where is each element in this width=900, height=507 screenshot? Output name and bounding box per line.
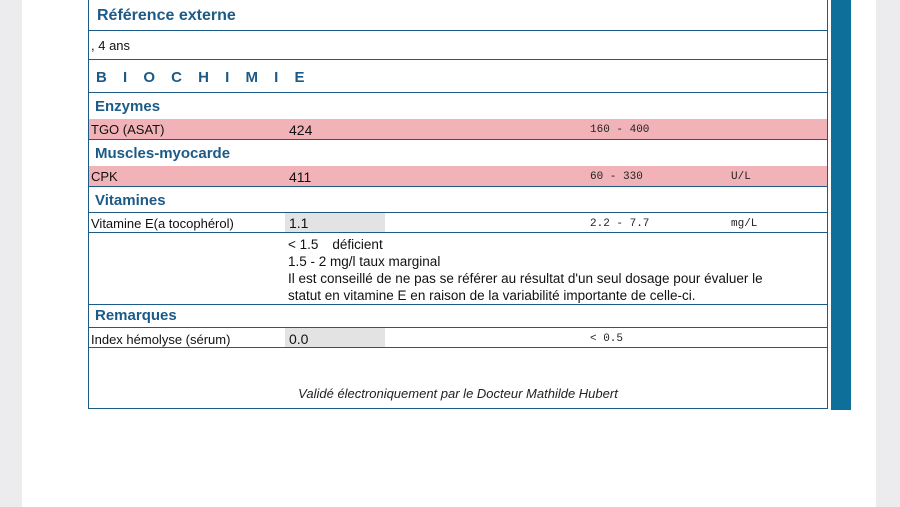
unit: U/L: [731, 171, 751, 183]
reference-range: 2.2 - 7.7: [590, 218, 650, 230]
test-value: 424: [289, 122, 313, 138]
external-reference-title: Référence externe: [97, 7, 236, 24]
divider: [89, 304, 827, 305]
table-row: [89, 119, 827, 139]
test-value: 411: [289, 169, 312, 185]
divider: [89, 139, 827, 140]
interpretation-note: [288, 236, 763, 304]
biochimie-title: B I O C H I M I E: [96, 69, 311, 86]
note-line: statut en vitamine E en raison de la variabilité importante de celle-ci.: [288, 288, 696, 303]
note-line: Il est conseillé de ne pas se référer au résultat d'un seul dosage pour évaluer le: [288, 271, 763, 286]
note-threshold: < 1.5: [288, 237, 319, 252]
remarques-title: Remarques: [95, 307, 177, 324]
muscles-title: Muscles-myocarde: [95, 145, 231, 162]
table-row: [89, 166, 827, 186]
divider: [89, 30, 827, 31]
validation-signature: Validé électroniquement par le Docteur Mathilde Hubert: [298, 386, 618, 401]
reference-range: 160 - 400: [590, 124, 650, 136]
reference-range: 60 - 330: [590, 171, 643, 183]
vitamines-title: Vitamines: [95, 192, 166, 209]
test-name: Vitamine E(a tocophérol): [91, 216, 234, 231]
test-name: Index hémolyse (sérum): [91, 332, 231, 347]
test-name: CPK: [91, 169, 118, 184]
divider: [89, 347, 827, 348]
note-status: déficient: [332, 237, 383, 252]
reference-range: < 0.5: [590, 333, 624, 345]
patient-age: , 4 ans: [91, 38, 131, 53]
divider: [89, 59, 827, 60]
divider: [89, 327, 827, 328]
test-value: 0.0: [289, 331, 309, 347]
note-line: 1.5 - 2 mg/l taux marginal: [288, 254, 441, 269]
test-name: TGO (ASAT): [91, 122, 165, 137]
divider: [89, 92, 827, 93]
divider: [89, 212, 827, 213]
divider: [89, 186, 827, 187]
divider: [89, 232, 827, 233]
enzymes-title: Enzymes: [95, 98, 161, 115]
side-color-bar: [831, 0, 851, 410]
test-value: 1.1: [289, 215, 309, 231]
unit: mg/L: [731, 218, 758, 230]
